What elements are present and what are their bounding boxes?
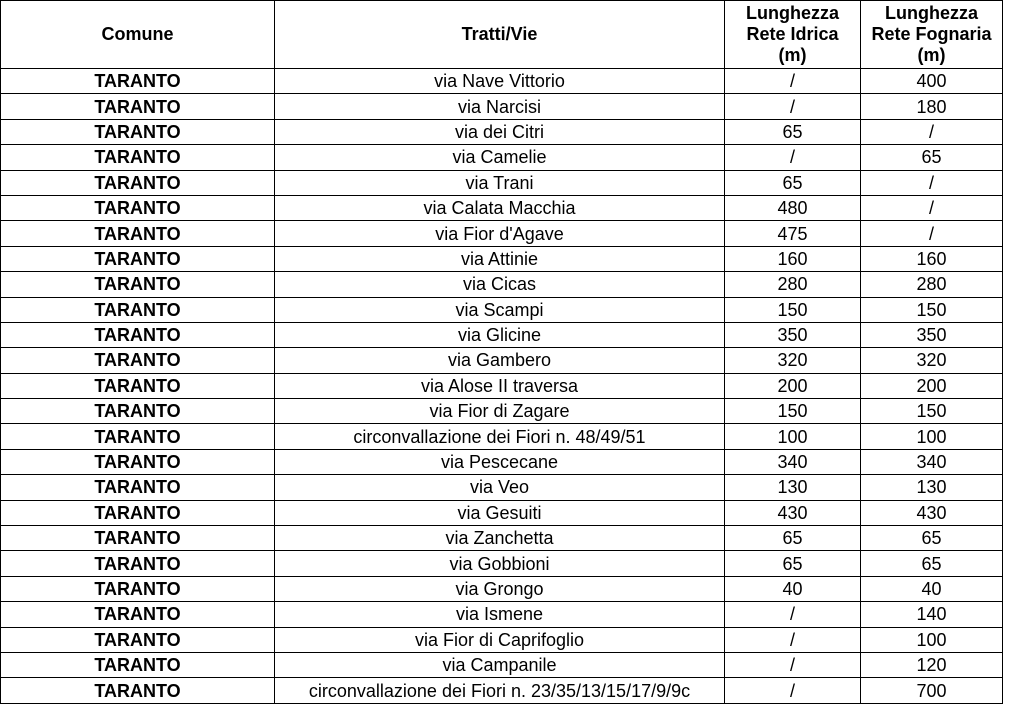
cell-lunghezza-idrica: / — [725, 678, 861, 703]
table-row — [1, 551, 1003, 576]
cell-tratto-via: via Pescecane — [275, 449, 725, 474]
cell-lunghezza-fognaria: 100 — [861, 424, 1003, 449]
cell-comune: TARANTO — [1, 424, 275, 449]
cell-tratto-via: via Fior d'Agave — [275, 221, 725, 246]
cell-lunghezza-idrica: 65 — [725, 119, 861, 144]
cell-lunghezza-idrica: / — [725, 602, 861, 627]
cell-lunghezza-idrica: 65 — [725, 170, 861, 195]
table-row — [1, 69, 1003, 94]
table-row — [1, 500, 1003, 525]
cell-comune: TARANTO — [1, 399, 275, 424]
cell-lunghezza-fognaria: 140 — [861, 602, 1003, 627]
cell-comune: TARANTO — [1, 551, 275, 576]
cell-lunghezza-fognaria: / — [861, 119, 1003, 144]
header-idrica-line1: Lunghezza — [746, 3, 839, 23]
cell-tratto-via: via dei Citri — [275, 119, 725, 144]
cell-lunghezza-idrica: / — [725, 145, 861, 170]
cell-comune: TARANTO — [1, 678, 275, 703]
header-comune: Comune — [1, 1, 275, 69]
cell-lunghezza-idrica: 40 — [725, 576, 861, 601]
cell-lunghezza-idrica: / — [725, 94, 861, 119]
cell-lunghezza-fognaria: 100 — [861, 627, 1003, 652]
cell-lunghezza-idrica: / — [725, 627, 861, 652]
cell-lunghezza-fognaria: 180 — [861, 94, 1003, 119]
cell-tratto-via: via Alose II traversa — [275, 373, 725, 398]
cell-tratto-via: via Calata Macchia — [275, 195, 725, 220]
cell-lunghezza-idrica: 65 — [725, 526, 861, 551]
table-row — [1, 94, 1003, 119]
table-row — [1, 627, 1003, 652]
cell-tratto-via: via Zanchetta — [275, 526, 725, 551]
cell-tratto-via: circonvallazione dei Fiori n. 48/49/51 — [275, 424, 725, 449]
cell-lunghezza-idrica: 65 — [725, 551, 861, 576]
cell-comune: TARANTO — [1, 348, 275, 373]
cell-tratto-via: via Fior di Zagare — [275, 399, 725, 424]
cell-comune: TARANTO — [1, 297, 275, 322]
header-idrica-line3: (m) — [778, 45, 807, 65]
table-row — [1, 145, 1003, 170]
table-row — [1, 322, 1003, 347]
table-row — [1, 602, 1003, 627]
cell-comune: TARANTO — [1, 221, 275, 246]
table-row — [1, 449, 1003, 474]
header-fognaria-line1: Lunghezza — [885, 3, 978, 23]
cell-comune: TARANTO — [1, 449, 275, 474]
table-row — [1, 221, 1003, 246]
cell-comune: TARANTO — [1, 69, 275, 94]
cell-lunghezza-fognaria: 150 — [861, 399, 1003, 424]
cell-lunghezza-fognaria: 65 — [861, 551, 1003, 576]
table-row — [1, 576, 1003, 601]
cell-comune: TARANTO — [1, 602, 275, 627]
cell-tratto-via: via Gobbioni — [275, 551, 725, 576]
table-row — [1, 272, 1003, 297]
cell-lunghezza-idrica: 150 — [725, 399, 861, 424]
cell-lunghezza-fognaria: 65 — [861, 526, 1003, 551]
cell-lunghezza-fognaria: 200 — [861, 373, 1003, 398]
table-row — [1, 475, 1003, 500]
cell-comune: TARANTO — [1, 373, 275, 398]
header-lunghezza-rete-idrica — [725, 1, 861, 69]
cell-tratto-via: via Cicas — [275, 272, 725, 297]
table-row — [1, 652, 1003, 677]
cell-tratto-via: via Gesuiti — [275, 500, 725, 525]
cell-lunghezza-fognaria: 430 — [861, 500, 1003, 525]
cell-lunghezza-fognaria: 280 — [861, 272, 1003, 297]
cell-lunghezza-idrica: 100 — [725, 424, 861, 449]
table-row — [1, 170, 1003, 195]
cell-lunghezza-idrica: 430 — [725, 500, 861, 525]
cell-tratto-via: via Campanile — [275, 652, 725, 677]
cell-lunghezza-fognaria: 350 — [861, 322, 1003, 347]
cell-tratto-via: via Camelie — [275, 145, 725, 170]
cell-comune: TARANTO — [1, 576, 275, 601]
cell-comune: TARANTO — [1, 195, 275, 220]
cell-lunghezza-idrica: 280 — [725, 272, 861, 297]
cell-tratto-via: via Narcisi — [275, 94, 725, 119]
cell-lunghezza-idrica: / — [725, 652, 861, 677]
cell-comune: TARANTO — [1, 475, 275, 500]
table-row — [1, 399, 1003, 424]
cell-tratto-via: via Veo — [275, 475, 725, 500]
table-header — [1, 1, 1003, 69]
cell-comune: TARANTO — [1, 627, 275, 652]
cell-lunghezza-fognaria: 320 — [861, 348, 1003, 373]
cell-tratto-via: via Grongo — [275, 576, 725, 601]
cell-comune: TARANTO — [1, 246, 275, 271]
cell-tratto-via: via Ismene — [275, 602, 725, 627]
cell-comune: TARANTO — [1, 652, 275, 677]
table-row — [1, 297, 1003, 322]
header-row — [1, 1, 1003, 69]
cell-lunghezza-idrica: 350 — [725, 322, 861, 347]
cell-comune: TARANTO — [1, 94, 275, 119]
header-tratti-vie: Tratti/Vie — [275, 1, 725, 69]
cell-comune: TARANTO — [1, 145, 275, 170]
cell-lunghezza-idrica: 475 — [725, 221, 861, 246]
cell-tratto-via: via Nave Vittorio — [275, 69, 725, 94]
cell-lunghezza-fognaria: / — [861, 170, 1003, 195]
cell-comune: TARANTO — [1, 500, 275, 525]
cell-lunghezza-fognaria: 160 — [861, 246, 1003, 271]
table-row — [1, 424, 1003, 449]
table-row — [1, 348, 1003, 373]
cell-lunghezza-idrica: 480 — [725, 195, 861, 220]
cell-lunghezza-idrica: 160 — [725, 246, 861, 271]
header-fognaria-line3: (m) — [917, 45, 946, 65]
table-row — [1, 195, 1003, 220]
cell-comune: TARANTO — [1, 526, 275, 551]
cell-comune: TARANTO — [1, 272, 275, 297]
cell-lunghezza-fognaria: 150 — [861, 297, 1003, 322]
cell-tratto-via: via Scampi — [275, 297, 725, 322]
table-row — [1, 119, 1003, 144]
table-row — [1, 246, 1003, 271]
cell-lunghezza-idrica: 340 — [725, 449, 861, 474]
cell-lunghezza-idrica: / — [725, 69, 861, 94]
cell-comune: TARANTO — [1, 170, 275, 195]
cell-lunghezza-fognaria: 700 — [861, 678, 1003, 703]
cell-tratto-via: via Gambero — [275, 348, 725, 373]
cell-tratto-via: via Fior di Caprifoglio — [275, 627, 725, 652]
cell-lunghezza-idrica: 150 — [725, 297, 861, 322]
cell-lunghezza-fognaria: / — [861, 195, 1003, 220]
cell-lunghezza-fognaria: 400 — [861, 69, 1003, 94]
cell-lunghezza-fognaria: 340 — [861, 449, 1003, 474]
cell-lunghezza-fognaria: 65 — [861, 145, 1003, 170]
cell-lunghezza-fognaria: / — [861, 221, 1003, 246]
cell-comune: TARANTO — [1, 119, 275, 144]
cell-tratto-via: circonvallazione dei Fiori n. 23/35/13/15/17/9/9c — [275, 678, 725, 703]
cell-comune: TARANTO — [1, 322, 275, 347]
table-row — [1, 373, 1003, 398]
cell-lunghezza-idrica: 200 — [725, 373, 861, 398]
cell-tratto-via: via Glicine — [275, 322, 725, 347]
cell-lunghezza-idrica: 320 — [725, 348, 861, 373]
header-lunghezza-rete-fognaria — [861, 1, 1003, 69]
header-idrica-line2: Rete Idrica — [746, 24, 839, 44]
table-row — [1, 526, 1003, 551]
cell-tratto-via: via Attinie — [275, 246, 725, 271]
table-row — [1, 678, 1003, 703]
cell-lunghezza-fognaria: 120 — [861, 652, 1003, 677]
cell-lunghezza-fognaria: 40 — [861, 576, 1003, 601]
header-fognaria-line2: Rete Fognaria — [871, 24, 992, 44]
cell-lunghezza-fognaria: 130 — [861, 475, 1003, 500]
cell-lunghezza-idrica: 130 — [725, 475, 861, 500]
table-body — [1, 69, 1003, 704]
cell-tratto-via: via Trani — [275, 170, 725, 195]
